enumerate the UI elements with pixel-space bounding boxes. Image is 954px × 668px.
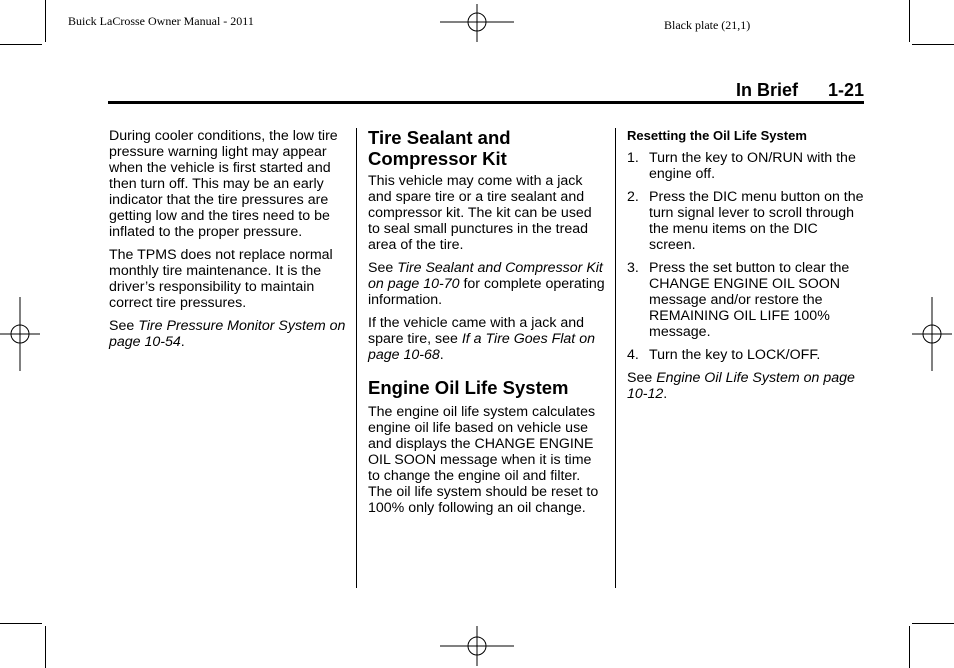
heading-engine-oil-life: Engine Oil Life System <box>368 377 569 398</box>
paragraph-low-tire-warning: During cooler conditions, the low tire pressure warning light may appear when the vehicle is first started and then turn off. This may be an early indicator that the tire pressures are getting low and the tires need to be inflated to the proper pressure. <box>109 128 338 240</box>
step-text: Turn the key to LOCK/OFF. <box>649 347 821 363</box>
cross-reference-link[interactable]: Tire Pressure Monitor System on page 10-54 <box>109 318 346 350</box>
see-suffix: . <box>663 386 668 402</box>
crop-mark-bottom-left-vertical <box>45 626 46 668</box>
crop-mark-bottom-right-horizontal <box>912 623 954 624</box>
step-number: 3. <box>627 260 639 276</box>
section-header <box>108 80 864 100</box>
step-number: 1. <box>627 150 639 166</box>
crop-mark-top-left-vertical <box>45 0 46 42</box>
step-number: 2. <box>627 189 639 205</box>
column-1 <box>109 128 349 357</box>
header-rule <box>108 101 864 104</box>
see-reference-kit <box>368 260 606 308</box>
see-suffix: for complete operating information. <box>368 276 605 308</box>
reset-steps-list <box>627 150 865 363</box>
heading-resetting-oil-life: Resetting the Oil Life System <box>627 128 807 143</box>
column-2 <box>368 127 606 523</box>
see-reference-oil-life <box>627 370 865 402</box>
registration-mark-left-icon <box>0 297 40 371</box>
step-number: 4. <box>627 347 639 363</box>
see-prefix: See <box>627 370 657 386</box>
list-item <box>627 260 865 340</box>
column-3 <box>627 128 865 409</box>
cross-reference-link[interactable]: Engine Oil Life System on page 10-12 <box>627 370 855 402</box>
see-prefix: See <box>109 318 139 334</box>
step-text: Turn the key to ON/RUN with the engine off. <box>649 150 856 182</box>
paragraph-oil-life: The engine oil life system calculates engine oil life based on vehicle use and displays the CHANGE ENGINE OIL SOON message when it is time to change the engine oil and filter. The oil life system should be reset to 100% only following an oil change. <box>368 404 599 516</box>
registration-mark-bottom-icon <box>440 626 514 666</box>
see-reference-flat-tire <box>368 315 606 363</box>
see-prefix: If the vehicle came with a jack and spare tire, see <box>368 315 585 347</box>
section-title: In Brief <box>735 80 798 100</box>
cross-reference-link[interactable]: Tire Sealant and Compressor Kit on page 10-70 <box>368 260 603 292</box>
list-item <box>627 189 865 253</box>
crop-mark-bottom-left-horizontal <box>0 623 42 624</box>
crop-mark-top-right-vertical <box>909 0 910 42</box>
column-divider-2 <box>615 128 616 588</box>
see-prefix: See <box>368 260 398 276</box>
page-number: 1-21 <box>827 80 864 100</box>
manual-title: Buick LaCrosse Owner Manual - 2011 <box>68 14 254 28</box>
column-divider-1 <box>356 128 357 588</box>
cross-reference-link[interactable]: If a Tire Goes Flat on page 10-68 <box>368 331 595 363</box>
see-suffix: . <box>439 347 444 363</box>
registration-mark-right-icon <box>912 297 952 371</box>
crop-mark-top-left-horizontal <box>0 44 42 45</box>
see-reference <box>109 318 349 350</box>
plate-label: Black plate (21,1) <box>664 18 751 32</box>
list-item <box>627 150 865 182</box>
crop-mark-top-right-horizontal <box>912 44 954 45</box>
paragraph-kit-intro: This vehicle may come with a jack and spare tire or a tire sealant and compressor kit. The kit can be used to seal small punctures in the tread area of the tire. <box>368 173 592 253</box>
registration-mark-top-icon <box>440 4 514 42</box>
paragraph-tpms: The TPMS does not replace normal monthly tire maintenance. It is the driver’s responsibility to maintain correct tire pressures. <box>109 247 333 311</box>
crop-mark-bottom-right-vertical <box>909 626 910 668</box>
list-item <box>627 347 865 363</box>
see-suffix: . <box>180 334 185 350</box>
step-text: Press the DIC menu button on the turn signal lever to scroll through the menu items on the DIC screen. <box>649 189 864 253</box>
heading-tire-sealant: Tire Sealant and Compressor Kit <box>368 127 511 169</box>
step-text: Press the set button to clear the CHANGE ENGINE OIL SOON message and/or restore the REMAINING OIL LIFE 100% message. <box>649 260 850 340</box>
